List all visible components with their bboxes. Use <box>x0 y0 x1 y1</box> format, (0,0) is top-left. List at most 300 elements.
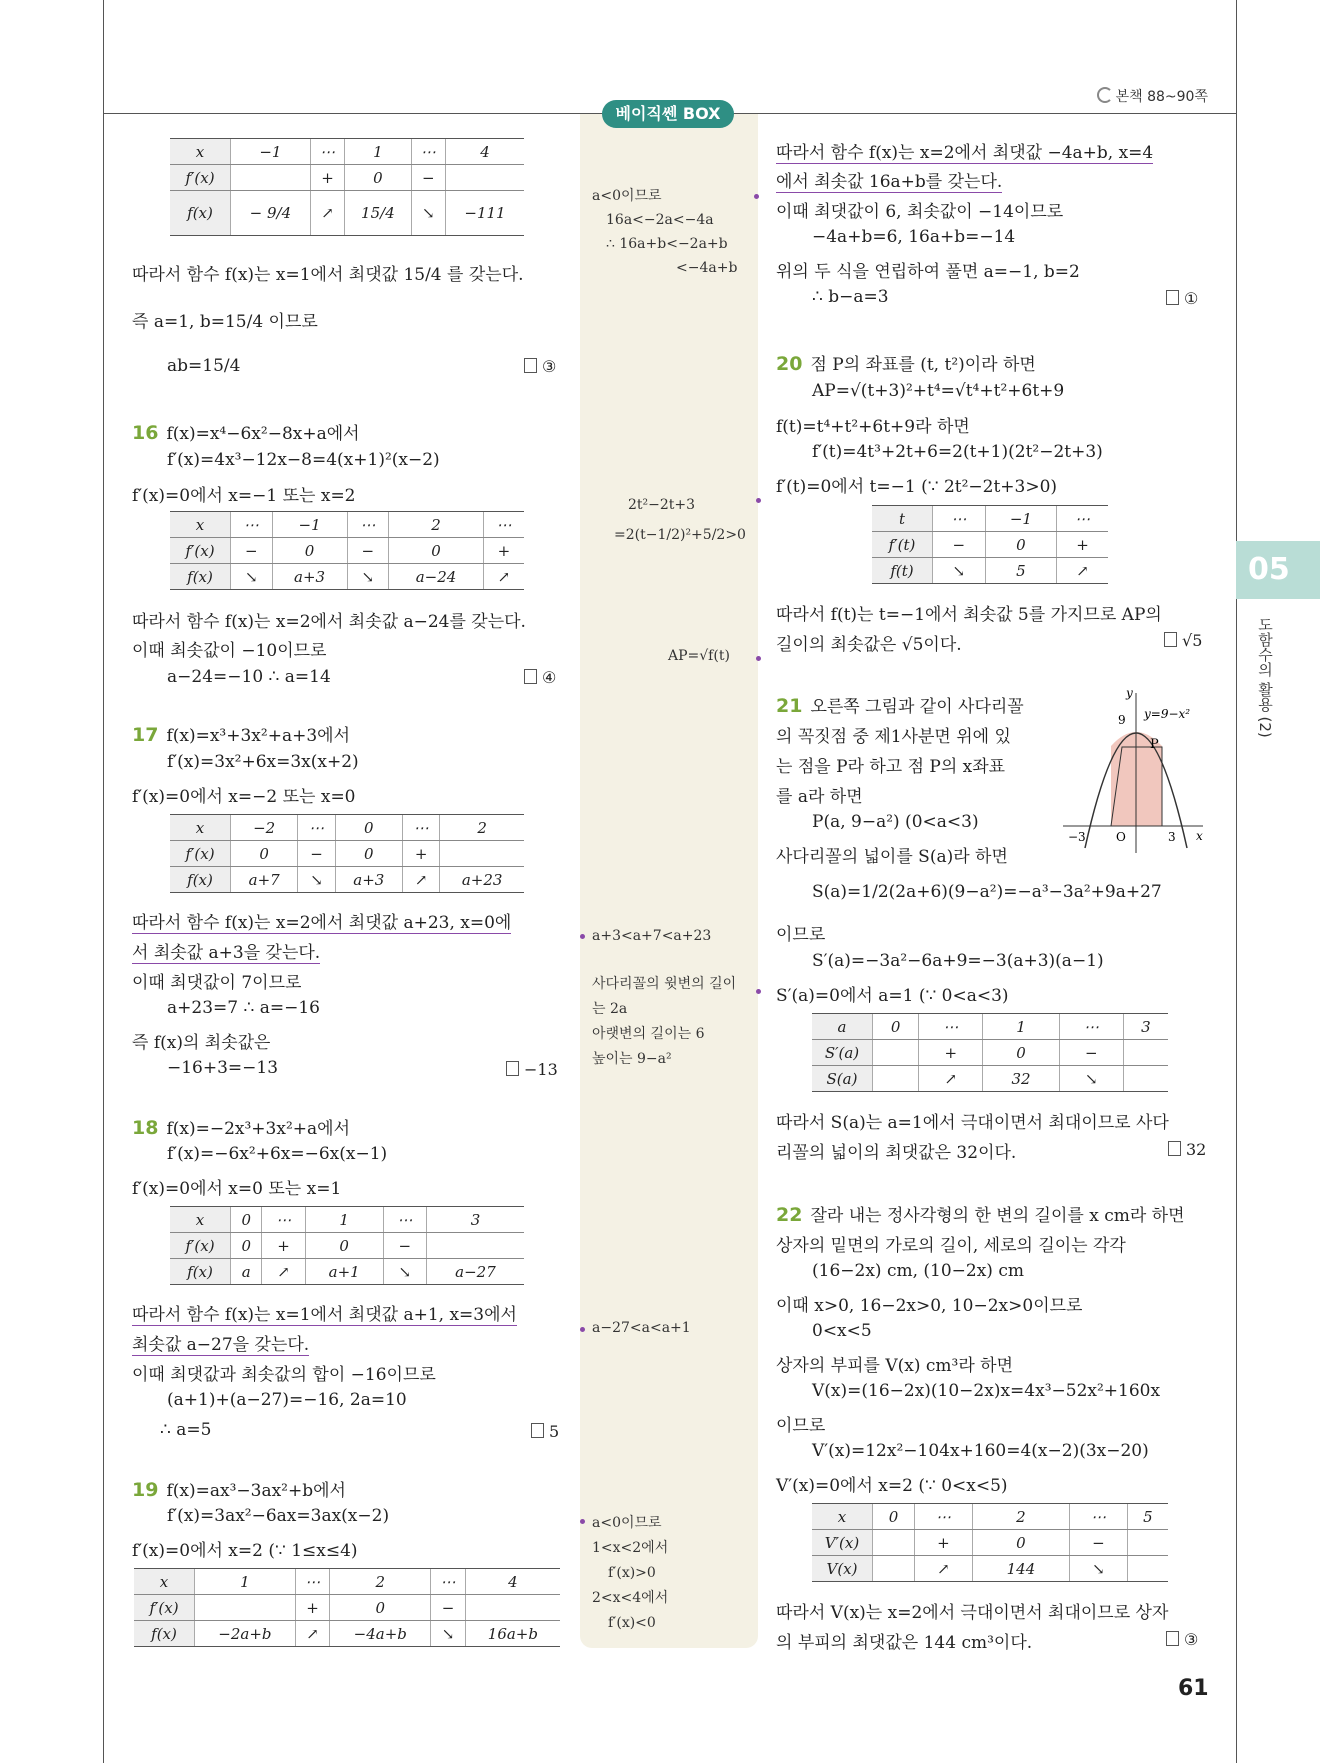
p16-line2: f′(x)=4x³−12x−8=4(x+1)²(x−2) <box>167 450 440 470</box>
table-cell: 0 <box>335 841 402 867</box>
table-cell: −2a+b <box>195 1621 296 1647</box>
table-cell: a <box>231 1259 262 1285</box>
problem-number: 21 <box>776 695 803 717</box>
table-cell: + <box>310 165 344 191</box>
table-cell: − <box>933 532 986 558</box>
table-cell: a+3 <box>272 564 347 590</box>
note-line: 1<x<2에서 <box>592 1540 669 1556</box>
table-cell: 4 <box>465 1569 560 1595</box>
table-cell <box>1123 1040 1168 1066</box>
p19-text: f(x)=ax³−3ax²+b에서 <box>166 1481 346 1501</box>
table-cell: ⋯ <box>347 512 389 538</box>
chapter-title: 도함수의 활용 (2) <box>1256 617 1274 738</box>
table-cell: ↗ <box>262 1259 305 1285</box>
table-cell <box>1127 1556 1168 1582</box>
p19-line3: f′(x)=0에서 x=2 (∵ 1≤x≤4) <box>132 1541 358 1561</box>
connector-dot <box>754 194 759 199</box>
p18-line5 <box>132 1330 309 1355</box>
p18-line3: f′(x)=0에서 x=0 또는 x=1 <box>132 1179 342 1199</box>
note-line: 아랫변의 길이는 6 <box>592 1026 705 1042</box>
table-cell: + <box>915 1530 973 1556</box>
table-row <box>170 1233 524 1259</box>
p16-line6: a−24=−10 ∴ a=14 <box>167 667 331 687</box>
table-cell <box>1127 1530 1168 1556</box>
p22-line1 <box>776 1201 1185 1226</box>
p18-line6: 이때 최댓값과 최솟값의 합이 −16이므로 <box>132 1365 436 1385</box>
table-cell: −2 <box>231 815 298 841</box>
p16-answer <box>524 668 556 687</box>
p17-line8: 즉 f(x)의 최솟값은 <box>132 1033 271 1053</box>
table-row <box>170 165 524 191</box>
table-row <box>170 139 524 165</box>
problem-number: 17 <box>132 724 159 746</box>
table-cell: S′(a) <box>812 1040 873 1066</box>
table-cell: 0 <box>873 1014 919 1040</box>
curve-label: y=9−x² <box>1144 707 1191 721</box>
p22-line11: 따라서 V(x)는 x=2에서 극대이면서 최대이므로 상자 <box>776 1603 1169 1623</box>
p21-text: 오른쪽 그림과 같이 사다리꼴 <box>810 697 1024 717</box>
origin-label: O <box>1116 830 1126 844</box>
p17-answer <box>506 1060 558 1079</box>
table-cell: ↘ <box>1070 1556 1128 1582</box>
p17-text: f(x)=x³+3x²+a+3에서 <box>166 726 350 746</box>
table-cell: ⋯ <box>1059 1014 1123 1040</box>
table-row <box>872 506 1108 532</box>
page-number: 61 <box>1178 1676 1209 1701</box>
answer-icon <box>1166 1631 1179 1646</box>
p20-line5: f′(t)=0에서 t=−1 (∵ 2t²−2t+3>0) <box>776 477 1058 497</box>
connector-dot <box>756 498 761 503</box>
p19r-line4: −4a+b=6, 16a+b=−14 <box>812 227 1016 247</box>
table-cell: 144 <box>972 1556 1069 1582</box>
table-cell: 0 <box>305 1233 383 1259</box>
table-cell: f(x) <box>170 867 231 893</box>
table-cell: ⋯ <box>411 139 445 165</box>
note-p17-order: a+3<a+7<a+23 <box>592 928 712 944</box>
p15-line3: ab=15/4 <box>167 356 241 376</box>
table-cell: −1 <box>272 512 347 538</box>
table-cell: a+3 <box>335 867 402 893</box>
table-row <box>170 867 524 893</box>
note-line: <−4a+b <box>676 260 738 276</box>
note-line: 16a<−2a<−4a <box>606 212 714 228</box>
p18-table <box>170 1206 524 1285</box>
p15-answer <box>524 357 556 376</box>
table-row <box>812 1556 1168 1582</box>
p21-line7: S(a)=1/2(2a+6)(9−a²)=−a³−3a²+9a+27 <box>812 882 1162 902</box>
p19-answer <box>1166 289 1198 308</box>
table-cell: a+1 <box>305 1259 383 1285</box>
answer-value: −13 <box>524 1060 558 1079</box>
p20-line3: f(t)=t⁴+t²+6t+9라 하면 <box>776 417 970 437</box>
table-cell: 0 <box>231 841 298 867</box>
answer-icon <box>524 358 537 373</box>
table-cell: ↗ <box>915 1556 973 1582</box>
table-cell: V′(x) <box>812 1530 873 1556</box>
table-cell <box>445 165 524 191</box>
table-cell: ↗ <box>295 1621 330 1647</box>
table-cell: ↗ <box>483 564 524 590</box>
table-cell: 2 <box>440 815 524 841</box>
table-row <box>170 564 524 590</box>
point-p-label: P <box>1150 737 1159 752</box>
table-cell: 0 <box>972 1530 1069 1556</box>
p19-table <box>134 1568 560 1647</box>
table-cell: V(x) <box>812 1556 873 1582</box>
table-cell: − <box>231 538 273 564</box>
note-p19-sign <box>592 1511 668 1636</box>
p22-answer <box>1166 1630 1198 1649</box>
table-cell: f′(x) <box>170 841 231 867</box>
table-cell: x <box>170 815 231 841</box>
table-cell: 1 <box>305 1207 383 1233</box>
table-cell: ⋯ <box>919 1014 983 1040</box>
p21-line11: 따라서 S(a)는 a=1에서 극대이면서 최대이므로 사다 <box>776 1113 1169 1133</box>
table-cell: x <box>134 1569 195 1595</box>
table-cell: 0 <box>231 1233 262 1259</box>
p19r-underlined: 따라서 함수 f(x)는 x=2에서 최댓값 −4a+b, x=4 <box>776 143 1154 163</box>
table-cell: 0 <box>985 532 1056 558</box>
p17-underlined: 서 최솟값 a+3을 갖는다. <box>132 943 321 963</box>
table-cell <box>426 1233 524 1259</box>
table-row <box>812 1530 1168 1556</box>
table-cell: − <box>411 165 445 191</box>
table-cell: 32 <box>983 1066 1060 1092</box>
note-line: a<0이므로 <box>592 1515 662 1531</box>
table-cell: 0 <box>345 165 411 191</box>
p21-line5: P(a, 9−a²) (0<a<3) <box>812 812 979 832</box>
p16-line5: 이때 최솟값이 −10이므로 <box>132 641 327 661</box>
table-cell: − <box>1070 1530 1128 1556</box>
note-line: f′(x)<0 <box>608 1615 656 1631</box>
table-row <box>134 1621 560 1647</box>
p22-line8: 이므로 <box>776 1416 826 1436</box>
connector-dot <box>756 989 761 994</box>
table-cell: − <box>298 841 335 867</box>
p15-line1: 따라서 함수 f(x)는 x=1에서 최댓값 15/4 를 갖는다. <box>132 265 524 285</box>
table-cell: ⋯ <box>262 1207 305 1233</box>
table-cell: − <box>383 1233 426 1259</box>
answer-icon <box>531 1423 544 1438</box>
p21-line3: 는 점을 P라 하고 점 P의 x좌표 <box>776 757 1006 777</box>
table-cell: ⋯ <box>483 512 524 538</box>
p21-line8: 이므로 <box>776 925 826 945</box>
table-cell: 2 <box>330 1569 431 1595</box>
note-p21-trapezoid <box>592 972 736 1072</box>
p22-line6: 상자의 부피를 V(x) cm³라 하면 <box>776 1356 1013 1376</box>
note-line: 2t²−2t+3 <box>628 497 696 513</box>
table-cell: ↘ <box>298 867 335 893</box>
answer-icon <box>1168 1141 1181 1156</box>
p17-table <box>170 814 524 893</box>
table-cell: f(x) <box>170 1259 231 1285</box>
p19r-underlined: 에서 최솟값 16a+b를 갖는다. <box>776 172 1003 192</box>
table-cell: ⋯ <box>431 1569 466 1595</box>
table-row <box>170 538 524 564</box>
table-cell: t <box>872 506 933 532</box>
note-line: 는 2a <box>592 1001 628 1017</box>
table-cell <box>873 1556 915 1582</box>
note-line: f′(x)>0 <box>608 1565 656 1581</box>
table-cell: x <box>170 139 231 165</box>
table-cell: −4a+b <box>330 1621 431 1647</box>
basic-box-column <box>580 114 758 1648</box>
p21-line12: 리꼴의 넓이의 최댓값은 32이다. <box>776 1143 1017 1163</box>
p15-line2: 즉 a=1, b=15/4 이므로 <box>132 312 318 332</box>
header-reference <box>1097 86 1208 106</box>
chapter-tab: 05 <box>1236 541 1320 599</box>
answer-value: 32 <box>1186 1140 1207 1159</box>
table-cell: ↗ <box>1057 558 1108 584</box>
table-cell: ↘ <box>1059 1066 1123 1092</box>
table-row <box>812 1014 1168 1040</box>
table-cell: ⋯ <box>915 1504 973 1530</box>
p18-line7: (a+1)+(a−27)=−16, 2a=10 <box>167 1390 407 1410</box>
note-line: 사다리꼴의 윗변의 길이 <box>592 976 737 992</box>
p20-line4: f′(t)=4t³+2t+6=2(t+1)(2t²−2t+3) <box>812 442 1103 462</box>
problem-number: 20 <box>776 353 803 375</box>
table-cell: ↘ <box>933 558 986 584</box>
table-row <box>170 815 524 841</box>
table-cell: 0 <box>983 1040 1060 1066</box>
table-cell: ⋯ <box>298 815 335 841</box>
p21-answer <box>1168 1140 1206 1159</box>
table-cell: 0 <box>330 1595 431 1621</box>
table-cell: f′(x) <box>170 538 231 564</box>
note-p20-positive <box>614 490 746 550</box>
p19r-line6: ∴ b−a=3 <box>812 287 889 307</box>
answer-value: √5 <box>1182 631 1203 650</box>
table-cell: + <box>1057 532 1108 558</box>
p21-line1 <box>776 692 1024 717</box>
table-cell: − 9/4 <box>231 191 311 236</box>
p17-line6: 이때 최댓값이 7이므로 <box>132 973 302 993</box>
table-cell: + <box>295 1595 330 1621</box>
p21-line10: S′(a)=0에서 a=1 (∵ 0<a<3) <box>776 986 1009 1006</box>
p16-line1 <box>132 419 360 444</box>
table-cell <box>465 1595 560 1621</box>
p19-line1 <box>132 1476 346 1501</box>
note-line: ∴ 16a+b<−2a+b <box>606 236 728 252</box>
table-row <box>170 1207 524 1233</box>
p20-table <box>872 505 1108 584</box>
table-row <box>170 1259 524 1285</box>
answer-value: ① <box>1184 289 1199 308</box>
table-cell: f(t) <box>872 558 933 584</box>
table-cell: 0 <box>873 1504 915 1530</box>
note-p19-inequality <box>592 184 737 280</box>
p20-line7: 길이의 최솟값은 √5이다. <box>776 635 962 655</box>
p22-line5: 0<x<5 <box>812 1321 872 1341</box>
answer-value: 5 <box>549 1422 560 1441</box>
table-cell: ↘ <box>383 1259 426 1285</box>
table-cell: −1 <box>985 506 1056 532</box>
p15-table <box>170 138 524 236</box>
table-cell: x <box>812 1504 873 1530</box>
p17-line2: f′(x)=3x²+6x=3x(x+2) <box>167 752 359 772</box>
table-row <box>134 1595 560 1621</box>
page-border-left <box>103 0 104 1763</box>
table-cell: a+7 <box>231 867 298 893</box>
p21-line2: 의 꼭짓점 중 제1사분면 위에 있 <box>776 727 1011 747</box>
p16-line3: f′(x)=0에서 x=−1 또는 x=2 <box>132 486 356 506</box>
table-cell <box>440 841 524 867</box>
table-cell <box>195 1595 296 1621</box>
answer-icon <box>524 669 537 684</box>
p17-line7: a+23=7 ∴ a=−16 <box>167 998 320 1018</box>
table-cell: 3 <box>1123 1014 1168 1040</box>
p20-line2: AP=√(t+3)²+t⁴=√t⁴+t²+6t+9 <box>812 381 1065 401</box>
table-cell: 1 <box>983 1014 1060 1040</box>
answer-value: ③ <box>1184 1630 1199 1649</box>
table-cell <box>873 1066 919 1092</box>
p22-line12: 의 부피의 최댓값은 144 cm³이다. <box>776 1633 1033 1653</box>
table-cell: 0 <box>389 538 484 564</box>
p19-line2: f′(x)=3ax²−6ax=3ax(x−2) <box>167 1506 390 1526</box>
table-row <box>872 558 1108 584</box>
p18-answer <box>531 1422 559 1441</box>
table-row <box>812 1040 1168 1066</box>
table-cell <box>1123 1066 1168 1092</box>
table-cell: 5 <box>985 558 1056 584</box>
table-cell: ↘ <box>431 1621 466 1647</box>
table-cell: f′(x) <box>170 1233 231 1259</box>
table-cell: ⋯ <box>1070 1504 1128 1530</box>
problem-number: 22 <box>776 1204 803 1226</box>
table-cell: 3 <box>426 1207 524 1233</box>
table-cell: f′(x) <box>170 165 231 191</box>
table-row <box>170 512 524 538</box>
table-cell: ⋯ <box>383 1207 426 1233</box>
table-cell: 1 <box>195 1569 296 1595</box>
connector-dot <box>756 656 761 661</box>
p22-line7: V(x)=(16−2x)(10−2x)x=4x³−52x²+160x <box>812 1381 1161 1401</box>
answer-icon <box>506 1061 519 1076</box>
p19r-line5: 위의 두 식을 연립하여 풀면 a=−1, b=2 <box>776 262 1080 282</box>
x-axis-label: x <box>1196 829 1203 843</box>
p21-line4: 를 a라 하면 <box>776 787 863 807</box>
p17-underlined: 따라서 함수 f(x)는 x=2에서 최댓값 a+23, x=0에 <box>132 913 512 933</box>
table-cell: x <box>170 512 231 538</box>
p18-line2: f′(x)=−6x²+6x=−6x(x−1) <box>167 1144 388 1164</box>
p17-line1 <box>132 721 350 746</box>
table-cell: ↗ <box>919 1066 983 1092</box>
p18-underlined: 최솟값 a−27을 갖는다. <box>132 1335 310 1355</box>
table-cell: S(a) <box>812 1066 873 1092</box>
table-cell: ↘ <box>231 564 273 590</box>
table-cell: 0 <box>272 538 347 564</box>
table-cell: 1 <box>345 139 411 165</box>
table-row <box>812 1504 1168 1530</box>
table-cell: + <box>483 538 524 564</box>
table-cell: 16a+b <box>465 1621 560 1647</box>
p20-answer <box>1164 631 1202 650</box>
p18-underlined: 따라서 함수 f(x)는 x=1에서 최댓값 a+1, x=3에서 <box>132 1305 517 1325</box>
table-cell: − <box>347 538 389 564</box>
table-cell: f(x) <box>170 191 231 236</box>
p16-table <box>170 511 524 590</box>
table-cell: a <box>812 1014 873 1040</box>
table-row <box>872 532 1108 558</box>
answer-value: ③ <box>542 357 557 376</box>
table-row <box>170 841 524 867</box>
table-cell: 0 <box>335 815 402 841</box>
table-row <box>812 1066 1168 1092</box>
p22-line3: (16−2x) cm, (10−2x) cm <box>812 1261 1024 1281</box>
table-row <box>134 1569 560 1595</box>
table-cell: a−24 <box>389 564 484 590</box>
table-cell: ↘ <box>347 564 389 590</box>
connector-dot <box>580 934 585 939</box>
p16-line4: 따라서 함수 f(x)는 x=2에서 최솟값 a−24를 갖는다. <box>132 612 526 632</box>
connector-dot <box>580 1519 585 1524</box>
header-ref-text: 본책 88~90쪽 <box>1115 89 1208 105</box>
pos-three-label: 3 <box>1168 830 1176 844</box>
p18-line1 <box>132 1114 350 1139</box>
table-row <box>170 191 524 236</box>
p22-line2: 상자의 밑면의 가로의 길이, 세로의 길이는 각각 <box>776 1236 1126 1256</box>
answer-icon <box>1166 290 1179 305</box>
answer-icon <box>1164 632 1177 647</box>
table-cell: ⋯ <box>310 139 344 165</box>
p19r-line2 <box>776 167 1002 192</box>
p17-line5 <box>132 938 320 963</box>
answer-value: ④ <box>542 668 557 687</box>
p22-text: 잘라 내는 정사각형의 한 변의 길이를 x cm라 하면 <box>810 1206 1185 1226</box>
table-cell: −1 <box>231 139 311 165</box>
table-cell: 0 <box>231 1207 262 1233</box>
table-cell: 2 <box>389 512 484 538</box>
y-intercept-label: 9 <box>1118 713 1126 727</box>
note-p18-order: a−27<a<a+1 <box>592 1320 691 1336</box>
neg-three-label: −3 <box>1068 830 1086 844</box>
table-cell: a+23 <box>440 867 524 893</box>
y-axis-label: y <box>1126 688 1133 700</box>
p22-table <box>812 1503 1168 1582</box>
p20-line6: 따라서 f(t)는 t=−1에서 최솟값 5를 가지므로 AP의 <box>776 605 1162 625</box>
table-cell: ⋯ <box>933 506 986 532</box>
table-cell: 5 <box>1127 1504 1168 1530</box>
p18-line8: ∴ a=5 <box>160 1420 212 1440</box>
problem-number: 19 <box>132 1479 159 1501</box>
ref-icon <box>1097 87 1113 103</box>
p18-text: f(x)=−2x³+3x²+a에서 <box>166 1119 350 1139</box>
table-cell <box>873 1530 915 1556</box>
p20-text: 점 P의 좌표를 (t, t²)이라 하면 <box>810 355 1036 375</box>
table-cell: + <box>402 841 439 867</box>
p21-line9: S′(a)=−3a²−6a+9=−3(a+3)(a−1) <box>812 951 1104 971</box>
table-cell: ⋯ <box>231 512 273 538</box>
p21-table <box>812 1013 1168 1092</box>
table-cell: ↗ <box>402 867 439 893</box>
note-line: 높이는 9−a² <box>592 1051 672 1067</box>
note-line: a<0이므로 <box>592 188 662 204</box>
table-cell: − <box>1059 1040 1123 1066</box>
table-cell: f′(x) <box>134 1595 195 1621</box>
table-cell: ⋯ <box>295 1569 330 1595</box>
table-cell: ⋯ <box>1057 506 1108 532</box>
table-cell: − <box>431 1595 466 1621</box>
p19r-line1 <box>776 138 1153 163</box>
note-line: =2(t−1/2)²+5/2>0 <box>614 527 746 543</box>
p16-text: f(x)=x⁴−6x²−8x+a에서 <box>166 424 360 444</box>
p17-line4 <box>132 908 511 933</box>
p17-line3: f′(x)=0에서 x=−2 또는 x=0 <box>132 787 356 807</box>
table-cell: + <box>919 1040 983 1066</box>
p22-line10: V′(x)=0에서 x=2 (∵ 0<x<5) <box>776 1476 1008 1496</box>
p19r-line3: 이때 최댓값이 6, 최솟값이 −14이므로 <box>776 202 1064 222</box>
basic-box-label: 베이직쎈 BOX <box>602 100 734 128</box>
